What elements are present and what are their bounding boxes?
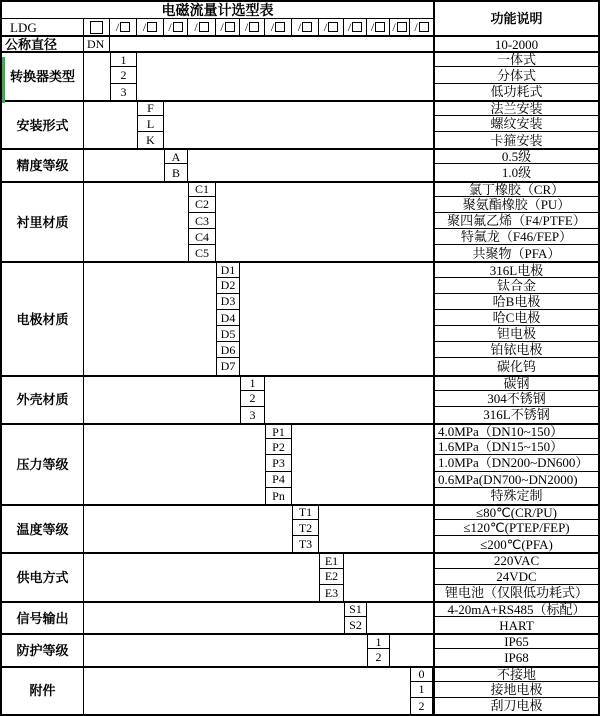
description-cell: IP65 [433,633,598,649]
model-slash-box-cell [292,19,319,35]
page-title: 电磁流量计选型表 [2,2,433,19]
model-slash-box-cell [164,19,188,35]
description-cell: 氯丁橡胶（CR） [433,181,598,197]
code-cell: T3 [292,536,319,552]
blank-cell [164,100,433,148]
code-cell: 2 [110,67,137,83]
blank-cell [84,601,344,633]
category-cell: 电极材质 [2,261,84,374]
blank-cell [84,552,319,601]
code-cell: D4 [216,310,240,326]
blank-cell [84,51,110,100]
category-cell: 精度等级 [2,148,84,180]
description-cell: 4-20mA+RS485（标配） [433,601,598,617]
description-cell: ≤200℃(PFA) [433,536,598,552]
code-cell: 2 [240,391,265,407]
blank-cell [367,601,433,633]
model-slash-box-cell [265,19,292,35]
description-cell: 螺纹安装 [433,116,598,132]
model-slash-box-cell [390,19,410,35]
code-cell: T1 [292,504,319,520]
description-cell: 1.0MPa（DN200~DN600） [433,455,598,471]
model-box-icon [173,22,183,32]
slash-glyph: / [370,20,375,35]
code-cell: A [164,148,188,164]
code-cell: 0 [410,666,433,682]
blank-cell [240,261,433,374]
description-cell: 接地电极 [433,682,598,698]
function-column-header: 功能说明 [433,2,598,35]
blank-cell [84,181,188,262]
code-cell: L [137,116,164,132]
code-cell: P3 [265,455,292,471]
code-cell: 2 [367,649,390,665]
blank-cell [137,51,433,100]
description-cell: 220VAC [433,552,598,568]
description-cell: 0.5级 [433,148,598,164]
code-cell: P4 [265,472,292,488]
blank-cell [344,552,433,601]
slash-glyph: / [323,20,328,35]
category-cell: 衬里材质 [2,181,84,262]
model-slash-box-cell [216,19,240,35]
blank-cell [84,504,292,552]
code-cell: 2 [410,698,433,714]
description-cell: 24VDC [433,569,598,585]
code-cell: D1 [216,261,240,277]
model-slash-box-cell [110,19,137,35]
code-cell: S1 [344,601,367,617]
code-cell: 1 [410,682,433,698]
model-box-icon [302,22,312,32]
description-cell: 4.0MPa（DN10~150） [433,423,598,439]
model-box-icon [199,22,209,32]
blank-cell [84,375,240,423]
description-cell: ≤80℃(CR/PU) [433,504,598,520]
model-box-icon [120,22,130,32]
code-cell: 1 [367,633,390,649]
description-cell: ≤120℃(PTEP/FEP) [433,520,598,536]
code-cell: 1 [240,375,265,391]
blank-cell [292,423,433,504]
code-cell: 3 [240,407,265,423]
model-box-icon [328,22,338,32]
description-cell: 316L不锈钢 [433,407,598,423]
slash-glyph: / [297,20,302,35]
code-cell: C4 [188,229,216,245]
model-box-icon [90,21,103,34]
blank-cell [84,423,265,504]
blank-cell [319,504,433,552]
code-cell: B [164,164,188,180]
category-cell: 温度等级 [2,504,84,552]
description-cell: 低功耗式 [433,84,598,100]
slash-glyph: / [244,20,249,35]
blank-cell [188,148,433,180]
code-cell: 3 [110,84,137,100]
blank-cell [110,35,433,51]
model-box-icon [225,22,235,32]
description-cell: 316L电极 [433,261,598,277]
blank-cell [84,261,216,374]
model-box-icon [275,22,285,32]
code-cell: F [137,100,164,116]
description-cell: 不接地 [433,666,598,682]
category-cell: 供电方式 [2,552,84,601]
code-cell: D6 [216,342,240,358]
description-cell: 钽电极 [433,326,598,342]
slash-glyph: / [270,20,275,35]
category-cell: 防护等级 [2,633,84,665]
model-slash-box-cell [319,19,344,35]
description-cell: 哈B电极 [433,294,598,310]
model-slash-box-cell [367,19,390,35]
slash-glyph: / [168,20,172,35]
description-cell: 1.0级 [433,164,598,180]
blank-cell [84,666,410,714]
description-cell: 锂电池（仅限低功耗式） [433,585,598,601]
description-cell: 特氟龙（F46/FEP） [433,229,598,245]
model-box-icon [419,22,429,32]
description-cell: 碳钢 [433,375,598,391]
description-cell: IP68 [433,649,598,665]
code-cell: C2 [188,197,216,213]
code-cell: E1 [319,552,344,568]
model-slash-box-cell [240,19,265,35]
description-cell: 共聚物（PFA） [433,245,598,261]
description-cell: 卡箍安装 [433,132,598,148]
blank-cell [216,181,433,262]
model-slash-box-cell [137,19,164,35]
description-cell: 特殊定制 [433,488,598,504]
model-box-icon [147,22,157,32]
category-cell: 外壳材质 [2,375,84,423]
code-cell: Pn [265,488,292,504]
code-cell: T2 [292,520,319,536]
category-cell: 安装形式 [2,100,84,148]
blank-cell [84,148,164,180]
description-cell: 钛合金 [433,278,598,294]
code-cell: C1 [188,181,216,197]
green-artifact-stripe [2,57,5,103]
model-slash-box-cell [188,19,216,35]
category-cell: 压力等级 [2,423,84,504]
model-slash-box-cell [344,19,367,35]
code-cell: S2 [344,617,367,633]
slash-glyph: / [194,20,198,35]
slash-glyph: / [392,20,396,35]
slash-glyph: / [220,20,224,35]
blank-cell [390,633,433,665]
model-box-cell [84,19,110,35]
description-cell: 分体式 [433,67,598,83]
description-cell: 法兰安装 [433,100,598,116]
description-cell: 10-2000 [433,35,598,51]
model-box-icon [352,22,362,32]
description-cell: 聚氨酯橡胶（PU） [433,197,598,213]
model-box-icon [397,22,407,32]
description-cell: 1.6MPa（DN15~150） [433,439,598,455]
category-cell: 转换器类型 [2,51,84,100]
model-box-icon [375,22,385,32]
code-cell: K [137,132,164,148]
code-cell: 1 [110,51,137,67]
blank-cell [84,100,137,148]
slash-glyph: / [347,20,352,35]
code-cell: D7 [216,358,240,374]
model-box-icon [249,22,259,32]
code-cell: C3 [188,213,216,229]
code-cell: D3 [216,294,240,310]
code-cell: P1 [265,423,292,439]
blank-cell [84,633,367,665]
description-cell: 哈C电极 [433,310,598,326]
code-cell: E3 [319,585,344,601]
description-cell: 刮刀电极 [433,698,598,714]
code-cell: D2 [216,278,240,294]
category-cell: 附件 [2,666,84,714]
code-cell: D5 [216,326,240,342]
slash-glyph: / [414,20,418,35]
description-cell: 碳化钨 [433,358,598,374]
blank-cell [265,375,433,423]
code-cell: C5 [188,245,216,261]
slash-glyph: / [115,20,120,35]
model-slash-box-cell [410,19,433,35]
model-prefix: LDG [2,19,84,35]
category-cell: 信号输出 [2,601,84,633]
description-cell: 聚四氟乙烯（F4/PTFE） [433,213,598,229]
slash-glyph: / [142,20,147,35]
description-cell: 铂铱电极 [433,342,598,358]
description-cell: 304不锈钢 [433,391,598,407]
selection-table-grid [2,2,598,714]
code-cell: E2 [319,569,344,585]
description-cell: 一体式 [433,51,598,67]
description-cell: HART [433,617,598,633]
code-cell: DN [84,35,110,51]
code-cell: P2 [265,439,292,455]
category-cell: 公称直径 [2,35,84,51]
description-cell: 0.6MPa(DN700~DN2000) [433,472,598,488]
